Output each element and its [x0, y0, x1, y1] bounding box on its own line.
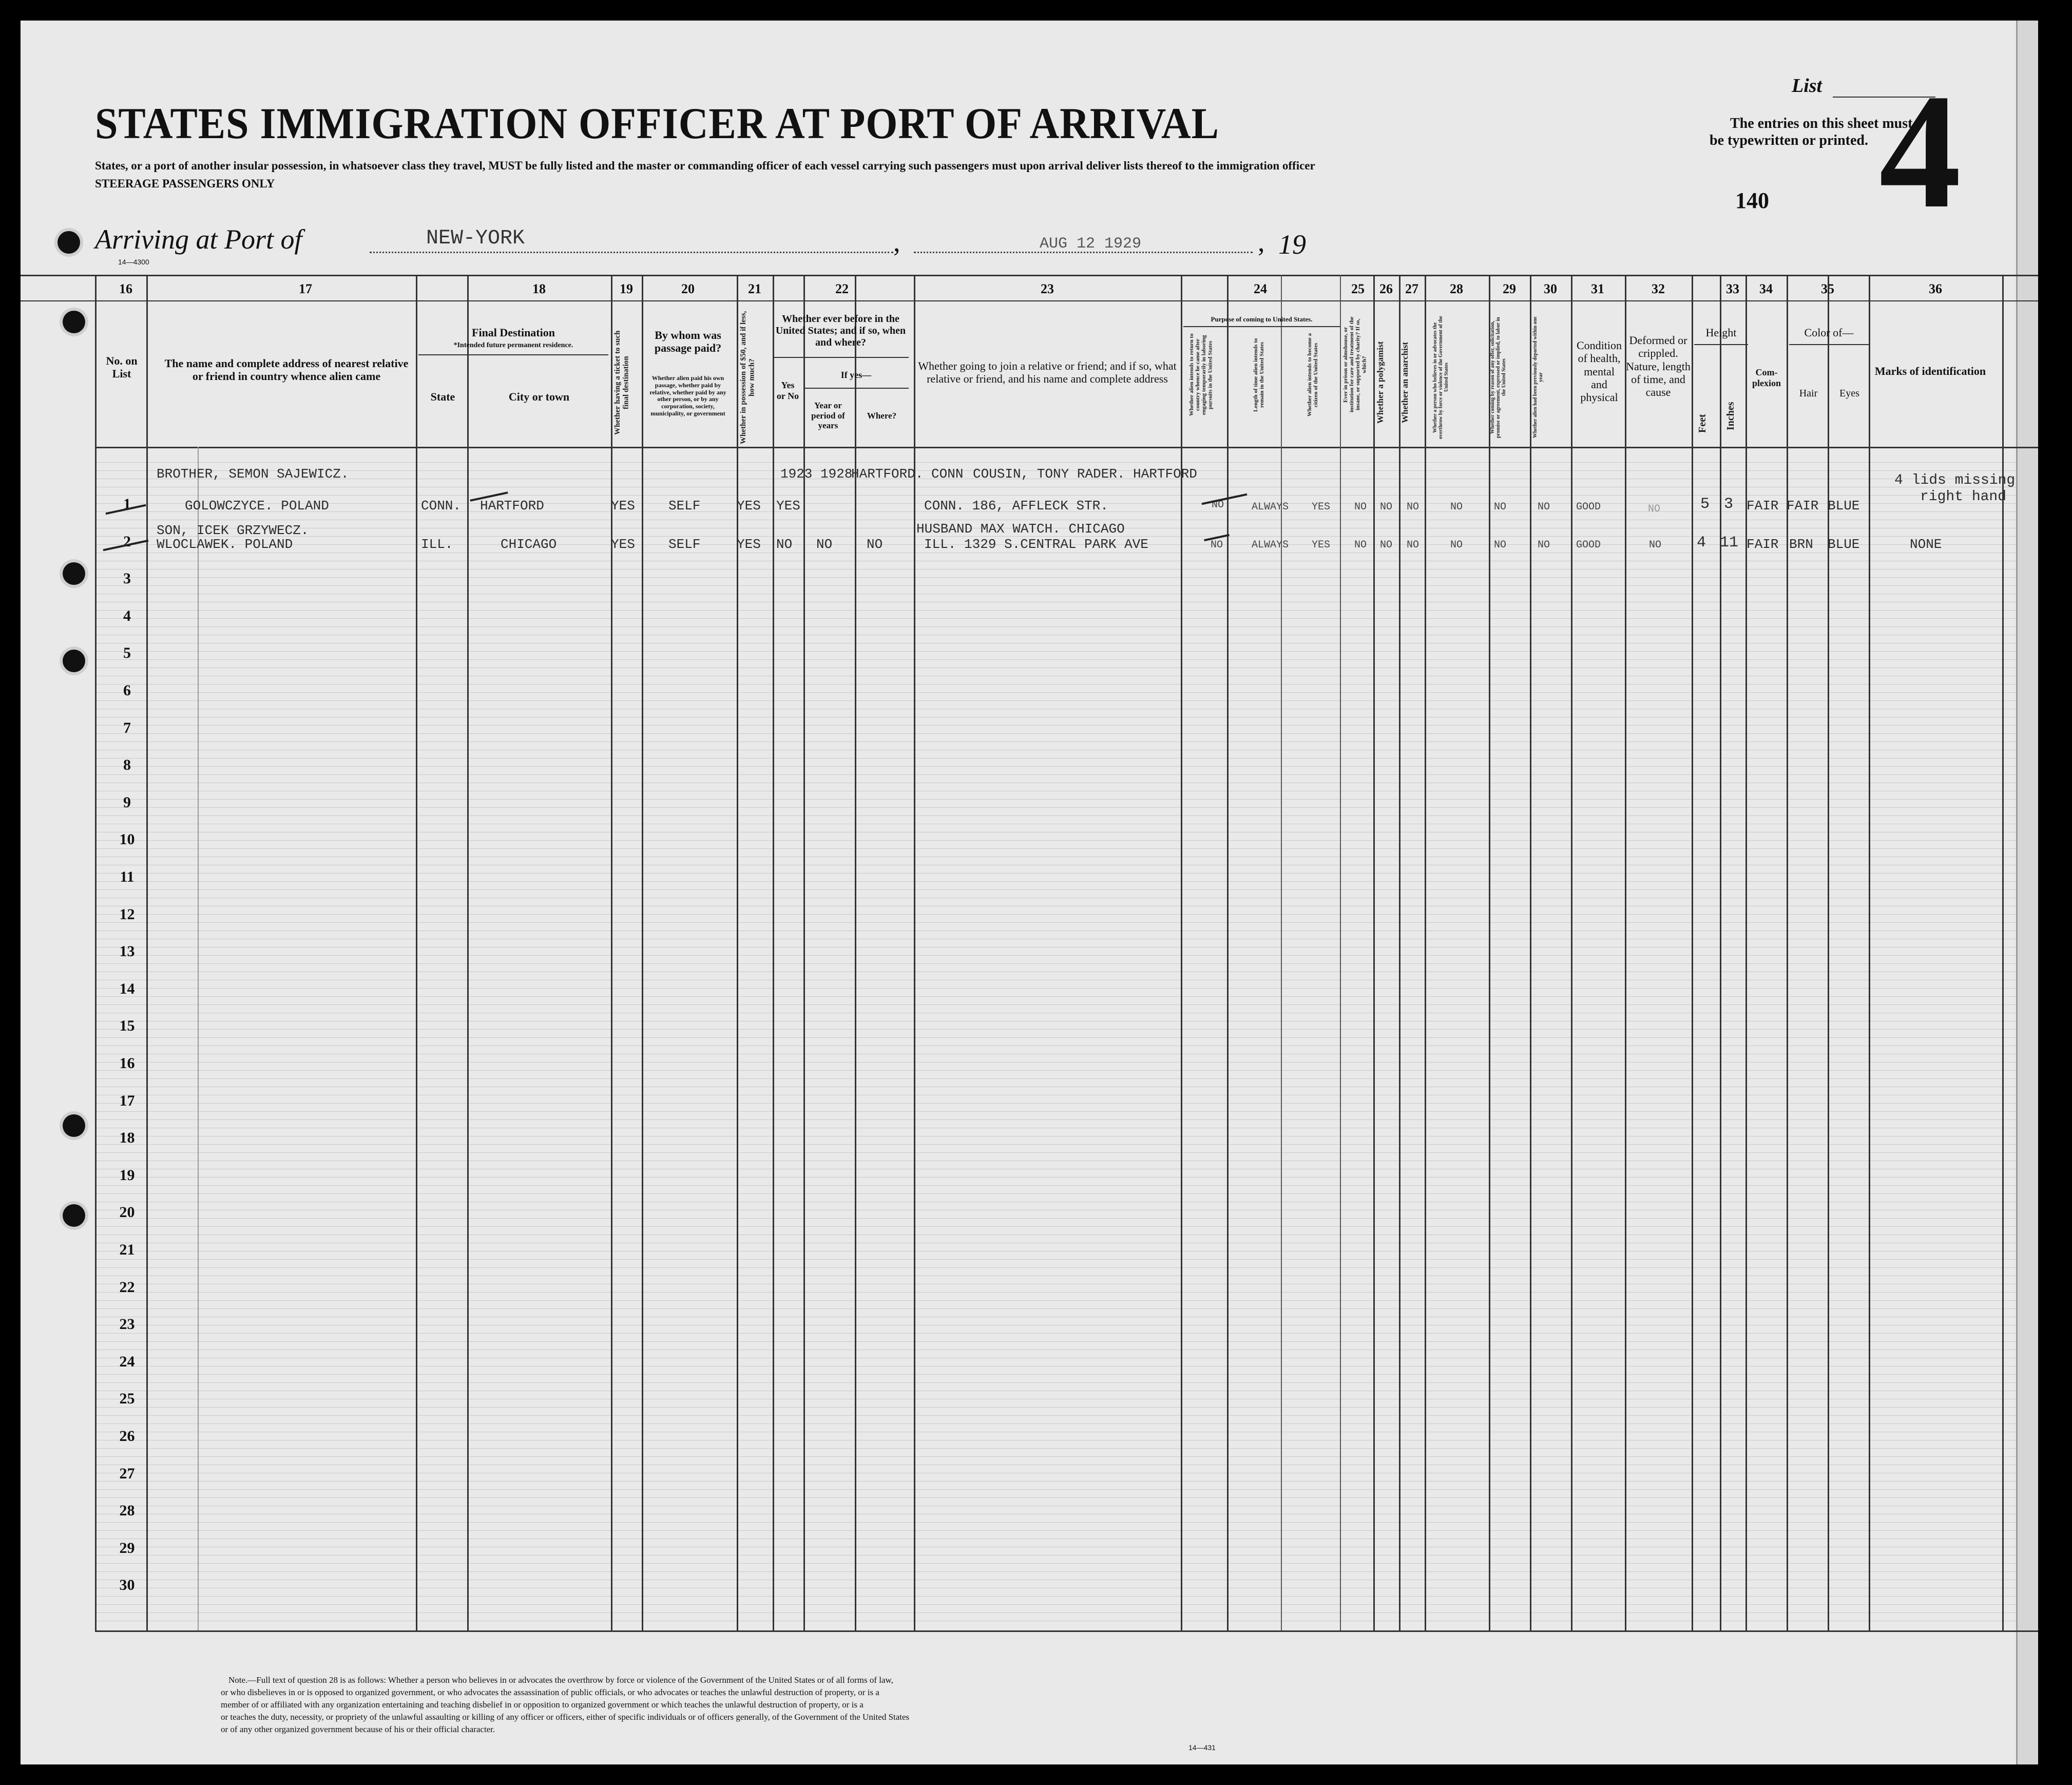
hdr-passage-paid: By whom was passage paid? [654, 329, 722, 355]
binder-hole [63, 562, 85, 585]
column-number: 31 [1591, 281, 1604, 296]
entry1-ever-before: YES [776, 498, 800, 514]
hdr-eyes: Eyes [1839, 388, 1859, 399]
arriving-form-code: 14—4300 [118, 258, 149, 266]
hdr-city: City or town [508, 390, 570, 403]
hdr-height: Height [1705, 326, 1737, 339]
column-rule [1530, 275, 1531, 1630]
entry1-polygamist: NO [1380, 501, 1393, 513]
entry2-state: ILL. [421, 537, 453, 552]
hdr-color-of: Color of— [1804, 326, 1854, 339]
entry1-feet: 5 [1700, 496, 1710, 513]
row-number: 11 [120, 868, 135, 885]
column-rule [1745, 275, 1747, 1630]
column-number: 19 [620, 281, 633, 296]
entry1-purpose-citizen: YES [1312, 501, 1331, 513]
row-number: 22 [119, 1278, 135, 1296]
entry2-where: NO [867, 537, 883, 552]
column-number: 35 [1821, 281, 1834, 296]
column-rule [1227, 275, 1229, 1630]
entry2-joining: HUSBAND MAX WATCH. CHICAGO [916, 521, 1125, 537]
binder-hole [63, 1204, 85, 1227]
entry1-city: HARTFORD [480, 498, 544, 514]
row-number: 28 [119, 1502, 135, 1520]
entry1-joining-address: CONN. 186, AFFLECK STR. [924, 498, 1108, 514]
row-number: 7 [123, 719, 131, 736]
column-rule [611, 275, 612, 1630]
entry1-money: YES [737, 498, 761, 514]
row-number: 8 [123, 756, 131, 774]
row-number: 27 [119, 1465, 135, 1482]
hdr-inches: Inches [1725, 402, 1736, 430]
row-number: 19 [119, 1166, 135, 1184]
list-number: 4 [1879, 61, 1961, 242]
column-rule [146, 275, 148, 1630]
entry2-prison: NO [1354, 539, 1367, 551]
entry1-q28: NO [1450, 501, 1463, 513]
hdr-if-yes: If yes— [840, 370, 872, 380]
hdr-prison: Ever in prison or almshouse, or institution for care and treatment of the insane, or supported by charity? If so, which? [1342, 316, 1368, 413]
column-number: 26 [1379, 281, 1393, 296]
row-number: 20 [119, 1204, 135, 1221]
row-number: 15 [119, 1017, 135, 1035]
hdr-deformed: Deformed or crippled. Nature, length of time, and cause [1626, 334, 1691, 399]
entry1-relative-name: BROTHER, SEMON SAJEWICZ. [157, 466, 349, 482]
footnote-line2: or who disbelieves in or is opposed to organized government, or who advocates the assassination of public officials, or who advocates or teaches the unlawful destruction of property, or is a [221, 1687, 879, 1697]
footnote-line5: or of any other organized government because of his or their official character. [221, 1724, 495, 1734]
col-number-rule [21, 300, 2038, 301]
column-number: 33 [1726, 281, 1739, 296]
entry2-eyes: BLUE [1828, 537, 1860, 552]
entry1-paid-by: SELF [668, 498, 701, 514]
column-number: 27 [1405, 281, 1418, 296]
table-left-rule [95, 275, 97, 1630]
entry2-deformed: NO [1649, 539, 1662, 551]
hdr-purpose-length: Length of time alien intends to remain in the United States [1253, 338, 1265, 412]
row-number: 21 [119, 1241, 135, 1258]
entry1-hair: FAIR [1787, 498, 1819, 514]
row-number: 6 [123, 682, 131, 699]
column-rule [1489, 275, 1490, 1630]
column-rule [1571, 275, 1572, 1630]
column-number: 17 [299, 281, 312, 296]
hdr-q30: Whether alien had been previously deported within one year [1532, 316, 1544, 439]
entry2-q28: NO [1450, 539, 1463, 551]
row-number: 9 [123, 793, 131, 811]
entry1-year: 1923 1928 [780, 466, 853, 482]
row-number: 25 [119, 1390, 135, 1408]
steerage-label: STEERAGE PASSENGERS ONLY [95, 177, 275, 190]
column-number: 32 [1652, 281, 1665, 296]
height-rule [1694, 344, 1748, 345]
hdr-money: Whether in possession of $50, and if less, how much? [739, 311, 756, 444]
row-number: 30 [119, 1577, 135, 1594]
column-number: 21 [748, 281, 761, 296]
column-rule [737, 275, 738, 1630]
hdr-hair: Hair [1799, 388, 1818, 399]
row-number: 10 [119, 831, 135, 848]
instructions-line1: The entries on this sheet must [1730, 116, 1913, 131]
entry2-relative-name: SON, ICEK GRZYWECZ. [157, 523, 309, 538]
entry2-city: CHICAGO [501, 537, 557, 552]
row-number: 1 [123, 496, 131, 512]
column-rule [198, 447, 199, 1630]
entry2-ever-before: NO [776, 537, 793, 552]
entry1-complexion: FAIR [1747, 498, 1779, 514]
purpose-rule [1183, 326, 1340, 327]
entry2-complexion: FAIR [1747, 537, 1779, 552]
port-value: NEW-YORK [426, 227, 525, 250]
entry1-relative-place: GOLOWCZYCE. POLAND [185, 498, 329, 514]
entry2-polygamist: NO [1380, 539, 1393, 551]
footnote-line1: Note.—Full text of question 28 is as follows: Whether a person who believes in or advocates the overthrow by force or violence of the Government of the United States or of all forms of law, [228, 1675, 893, 1685]
if-yes-rule [803, 388, 909, 389]
hdr-no-on-list: No. on List [106, 354, 138, 381]
instructions-line2: be typewritten or printed. [1710, 132, 1868, 148]
entry1-deformed: NO [1648, 503, 1661, 515]
row-number: 4 [123, 607, 131, 624]
hdr-marks: Marks of identification [1874, 365, 1986, 377]
entry2-money: YES [737, 537, 761, 552]
comma: , [893, 226, 900, 257]
column-rule [773, 275, 774, 1630]
column-rule [1828, 275, 1829, 1630]
header-subtitle: States, or a port of another insular possession, in whatsoever class they travel, MUST be fully listed and the master or commanding officer of each vessel carrying such passengers must upon arrival deliver lists thereof to the immigration officer [95, 159, 1315, 172]
manifest-page [21, 21, 2038, 1764]
hdr-state: State [430, 390, 455, 403]
column-rule [1340, 275, 1341, 1630]
column-rule [1399, 275, 1400, 1630]
column-rule [416, 275, 417, 1630]
footnote-line4: or teaches the duty, necessity, or propriety of the unlawful assaulting or killing of any officer or officers, either of specific individuals or of officers generally, of the Government of the United States [221, 1712, 910, 1722]
arriving-label: Arriving at Port of [95, 224, 302, 255]
entry1-marks-line1: 4 lids missing [1894, 472, 2016, 488]
entry2-year: NO [816, 537, 833, 552]
column-rule [1281, 275, 1282, 1630]
page-title: STATES IMMIGRATION OFFICER AT PORT OF ARRIVAL [95, 99, 1219, 148]
binder-hole [57, 231, 80, 254]
hdr-purpose: Purpose of coming to United States. [1211, 315, 1313, 323]
port-underline [370, 252, 893, 254]
row-number: 13 [119, 943, 135, 960]
entry1-prison: NO [1354, 501, 1367, 513]
hdr-joining: Whether going to join a relative or friend; and if so, what relative or friend, and his name and complete address [918, 359, 1177, 386]
entry1-ticket: YES [611, 498, 635, 514]
footnote-line3: member of or affiliated with any organization entertaining and teaching disbelief in or opposition to organized government or which teaches the unlawful destruction of property, or is a [221, 1700, 864, 1710]
hdr-purpose-citizen: Whether alien intends to become a citizen of the United States [1307, 333, 1319, 417]
hdr-where: Where? [867, 411, 897, 421]
entry2-q30: NO [1538, 539, 1550, 551]
entry2-purpose-return: NO [1211, 539, 1223, 551]
column-number: 25 [1351, 281, 1365, 296]
entry1-anarchist: NO [1407, 501, 1419, 513]
column-number: 28 [1450, 281, 1463, 296]
column-number: 20 [681, 281, 695, 296]
entry2-inches: 11 [1720, 534, 1739, 552]
entry2-purpose-length: ALWAYS [1252, 539, 1289, 551]
hdr-passage-paid-note: Whether alien paid his own passage, whether paid by relative, whether paid by any other person, or by any corporation, society, municipality, or government [649, 374, 726, 417]
entry2-condition: GOOD [1576, 539, 1601, 551]
entry1-purpose-length: ALWAYS [1252, 501, 1289, 513]
comma: , [1258, 226, 1265, 257]
entry1-condition: GOOD [1576, 501, 1601, 513]
arrival-date: AUG 12 1929 [1040, 235, 1142, 253]
entry2-joining-address: ILL. 1329 S.CENTRAL PARK AVE [924, 537, 1148, 552]
sheet-number: 140 [1735, 188, 1769, 213]
column-rule [642, 275, 643, 1630]
hdr-q28: Whether a person who believes in or advocates the overthrow by force or violence of the Government of the United States [1432, 316, 1449, 439]
entry2-purpose-citizen: YES [1312, 539, 1331, 551]
row-number: 2 [123, 533, 131, 550]
column-number: 30 [1544, 281, 1557, 296]
entry1-marks-line2: right hand [1920, 489, 2007, 505]
hdr-polygamist: Whether a polygamist [1375, 341, 1385, 424]
hdr-final-destination: Final Destination [472, 326, 555, 339]
hdr-ticket: Whether having a ticket to such final destination [613, 330, 630, 435]
column-rule [1692, 275, 1693, 1630]
hdr-yes-no: Yes or No [776, 380, 799, 401]
table-top-rule [21, 275, 2038, 276]
column-number: 36 [1929, 281, 1942, 296]
hdr-nearest-relative: The name and complete address of nearest relative or friend in country whence alien came [164, 357, 409, 383]
row-number: 26 [119, 1428, 135, 1445]
column-number: 24 [1254, 281, 1267, 296]
next-sheet-edge [2016, 21, 2038, 1764]
color-of-rule [1789, 344, 1869, 345]
entry2-paid-by: SELF [668, 537, 701, 552]
column-rule [1625, 275, 1626, 1630]
hdr-q29: Whether coming by reason of any offer, solicitation, promise or agreement, expressed or implied, to labor in the United States [1490, 317, 1507, 438]
entry1-purpose-return: NO [1212, 499, 1224, 511]
row-number: 17 [119, 1092, 135, 1109]
hdr-feet: Feet [1697, 414, 1708, 433]
row-number: 12 [119, 905, 135, 923]
hdr-anarchist: Whether an anarchist [1400, 341, 1410, 424]
column-number: 29 [1503, 281, 1516, 296]
entry2-q29: NO [1494, 539, 1507, 551]
row-number: 5 [123, 644, 131, 662]
column-rule [1869, 275, 1870, 1630]
hdr-condition: Condition of health, mental and physical [1576, 339, 1622, 404]
entry1-where: HARTFORD. CONN [851, 466, 964, 482]
row-number: 23 [119, 1316, 135, 1333]
hdr-purpose-return: Whether alien intends to return to country whence he came after engaging temporarily in laboring pursuits in the United States [1188, 333, 1214, 416]
hdr-ever-before: Whether ever before in the United States; and if so, when and where? [775, 313, 906, 348]
year-prefix: 19 [1278, 229, 1306, 260]
column-number: 23 [1041, 281, 1054, 296]
column-rule [1373, 275, 1375, 1630]
table-bottom-rule [95, 1630, 2038, 1632]
footer-form-code: 14—431 [1188, 1743, 1216, 1752]
entry2-marks: NONE [1910, 537, 1942, 552]
hdr-final-destination-note: *Intended future permanent residence. [453, 341, 573, 349]
column-number: 18 [532, 281, 546, 296]
column-number: 16 [119, 281, 132, 296]
list-label: List [1792, 75, 1822, 97]
final-destination-rule [418, 354, 608, 355]
row-number: 3 [123, 570, 131, 587]
hdr-complexion: Com-plexion [1752, 367, 1781, 388]
entry1-joining: COUSIN, TONY RADER. HARTFORD [973, 466, 1197, 482]
row-number: 18 [119, 1129, 135, 1147]
row-number: 16 [119, 1055, 135, 1072]
binder-hole [63, 311, 85, 333]
column-rule [1425, 275, 1426, 1630]
column-rule [1787, 275, 1788, 1630]
row-number: 14 [119, 980, 135, 997]
entry2-anarchist: NO [1407, 539, 1419, 551]
entry2-ticket: YES [611, 537, 635, 552]
row-number: 29 [119, 1539, 135, 1556]
column-number: 22 [835, 281, 849, 296]
entry1-state: CONN. [421, 498, 462, 514]
entry2-feet: 4 [1697, 534, 1706, 552]
hdr-year-period: Year or period of years [811, 401, 845, 431]
row-number: 24 [119, 1353, 135, 1370]
ever-before-rule [773, 357, 909, 358]
entry1-eyes: BLUE [1828, 498, 1860, 514]
column-number: 34 [1759, 281, 1773, 296]
binder-hole [63, 650, 85, 672]
column-rule [1720, 275, 1721, 1630]
entry1-inches: 3 [1724, 496, 1734, 513]
entry1-q29: NO [1494, 501, 1507, 513]
entry2-hair: BRN [1789, 537, 1813, 552]
column-rule [467, 275, 469, 1630]
entry1-q30: NO [1538, 501, 1550, 513]
entry2-relative-place: WLOCLAWEK. POLAND [157, 537, 293, 552]
binder-hole [63, 1114, 85, 1137]
